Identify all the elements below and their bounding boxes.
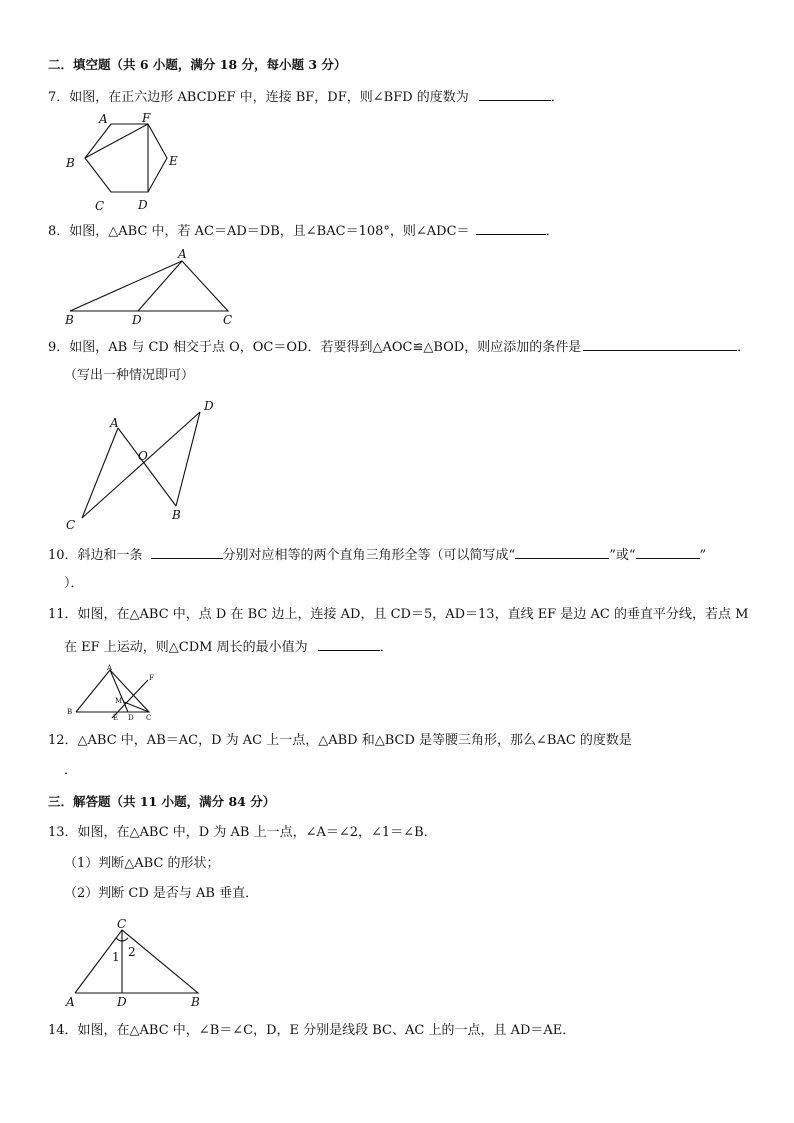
question-11-line-2 (64, 637, 393, 657)
figure-triangle-11 (62, 662, 172, 724)
label-D: D (138, 198, 148, 212)
question-13-part-2: （2）判断 CD 是否与 AB 垂直． (64, 886, 259, 901)
segment-AB (118, 428, 176, 506)
label-B: B (172, 508, 181, 522)
label-C: C (146, 714, 152, 722)
label-angle-1: 1 (112, 950, 120, 964)
figure-cross-9 (62, 396, 222, 536)
label-F: F (149, 674, 154, 682)
question-9-end: ． (737, 340, 751, 355)
question-9-blank[interactable] (583, 337, 737, 351)
question-8 (48, 221, 559, 241)
segment-AC (82, 428, 118, 518)
label-A: A (99, 112, 108, 126)
label-B: B (67, 708, 73, 716)
label-C: C (95, 199, 105, 213)
label-D: D (132, 313, 142, 327)
question-11-line-1: 11．如图，在△ABC 中，点 D 在 BC 边上，连接 AD，且 CD＝5，AD＝13，直线 EF 是边 AC 的垂直平分线，若点 M (48, 607, 749, 622)
question-11-end: ． (379, 640, 393, 655)
question-8-text: 8．如图，△ABC 中，若 AC＝AD＝DB，且∠BAC＝108°，则∠ADC＝ (48, 224, 470, 239)
question-12-line-2: ． (64, 763, 78, 778)
figure-hexagon (62, 110, 187, 215)
label-A: A (107, 664, 113, 672)
question-9-note: （写出一种情况即可） (64, 368, 195, 383)
question-13-line-1: 13．如图，在△ABC 中，D 为 AB 上一点，∠A＝∠2，∠1＝∠B． (48, 825, 437, 840)
label-B: B (66, 156, 75, 170)
label-O: O (138, 449, 148, 463)
segment-BF (85, 124, 148, 158)
section-fill-blank-heading: 二．填空题（共 6 小题，满分 18 分，每小题 3 分） (48, 57, 347, 72)
label-B: B (191, 995, 200, 1009)
question-13-part-1: （1）判断△ABC 的形状； (64, 856, 220, 871)
question-7-text: 7．如图，在正六边形 ABCDEF 中，连接 BF，DF，则∠BFD 的度数为 (48, 90, 469, 105)
label-F: F (142, 111, 151, 125)
label-A: A (178, 247, 187, 261)
question-10-end: ）． (64, 576, 84, 591)
triangle-ABC (70, 261, 228, 311)
question-10-blank-1[interactable] (151, 545, 223, 559)
label-E: E (169, 154, 178, 168)
label-M: M (115, 697, 123, 705)
label-D: D (128, 714, 134, 722)
question-10-part-b: 分别对应相等的两个直角三角形全等（可以简写成“ (222, 548, 516, 563)
question-14-line-1: 14．如图，在△ABC 中，∠B＝∠C，D，E 分别是线段 BC、AC 上的一点，且 AD＝AE． (48, 1023, 576, 1038)
question-8-end: ． (545, 224, 559, 239)
segment-AD (138, 261, 182, 311)
label-C: C (66, 518, 76, 532)
triangle-ABC (75, 930, 198, 993)
question-7 (48, 87, 564, 107)
label-angle-2: 2 (128, 945, 136, 959)
question-11-blank[interactable] (318, 637, 380, 651)
label-A: A (110, 416, 119, 430)
question-10 (48, 545, 706, 565)
question-10-part-d: ” (699, 548, 707, 563)
segment-CD (82, 412, 200, 518)
label-D: D (204, 399, 214, 413)
figure-triangle-13 (62, 914, 212, 1009)
figure-triangle-8 (62, 244, 242, 329)
segment-DB (176, 412, 200, 506)
label-C: C (223, 313, 233, 327)
label-C: C (117, 917, 127, 931)
question-12-line-1: 12．△ABC 中，AB＝AC，D 为 AC 上一点，△ABD 和△BCD 是等腰三角形，那么∠BAC 的度数是 (48, 733, 632, 748)
question-10-blank-2[interactable] (515, 545, 609, 559)
label-E: E (113, 714, 119, 722)
hexagon-outline (85, 124, 167, 192)
question-10-part-c: ”或“ (609, 548, 636, 563)
section-solve-heading: 三．解答题（共 11 小题，满分 84 分） (48, 794, 276, 809)
question-9 (48, 337, 750, 357)
label-D: D (117, 995, 127, 1009)
label-B: B (65, 313, 74, 327)
question-10-part-a: 10．斜边和一条 (48, 548, 143, 563)
label-A: A (66, 995, 75, 1009)
question-10-blank-3[interactable] (636, 545, 700, 559)
segment-AD (110, 670, 128, 712)
question-9-text: 9．如图，AB 与 CD 相交于点 O，OC＝OD．若要得到△AOC≌△BOD，则应添加的条件是 (48, 340, 582, 355)
question-11-text: 在 EF 上运动，则△CDM 周长的最小值为 (64, 640, 308, 655)
question-7-end: ． (550, 90, 564, 105)
question-8-blank[interactable] (476, 221, 546, 235)
question-7-blank[interactable] (479, 87, 551, 101)
